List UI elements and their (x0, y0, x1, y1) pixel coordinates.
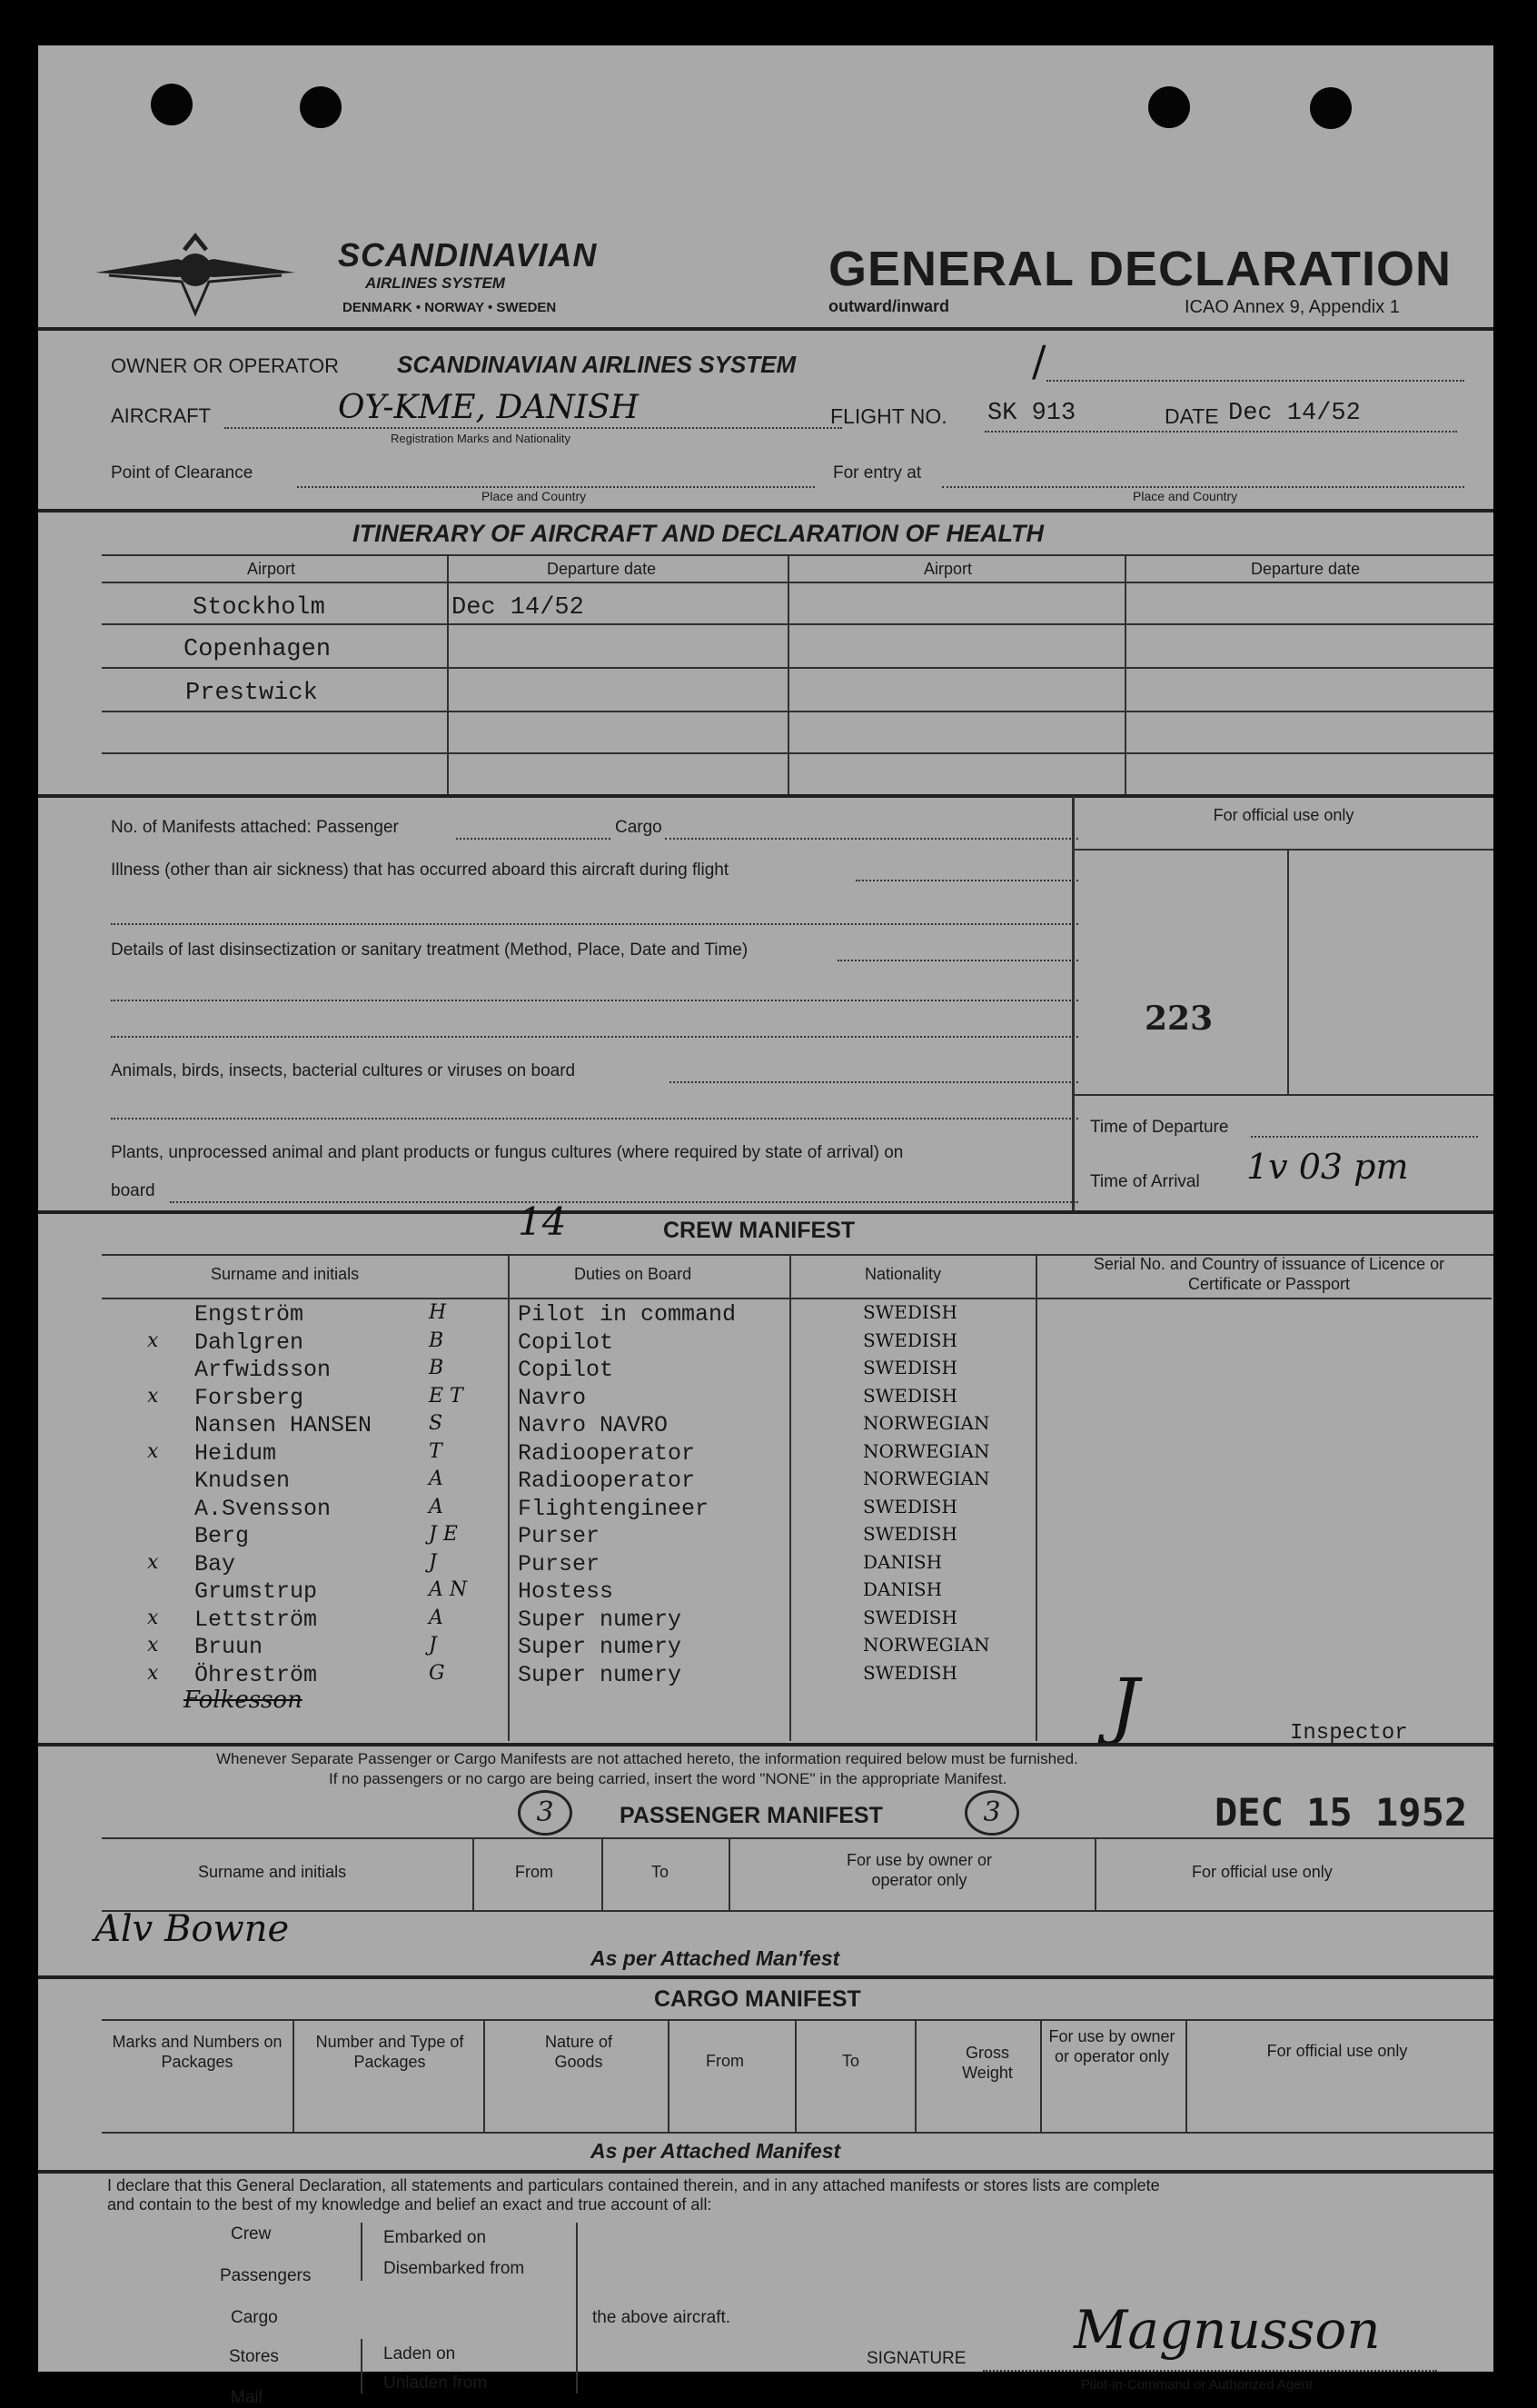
cargo-col-divider (795, 2019, 797, 2132)
cargo-col-divider (1040, 2019, 1042, 2132)
divider (38, 1210, 1493, 1214)
inspector-signature: J (1110, 1663, 1140, 1747)
crew-initials: J (429, 1634, 437, 1657)
flight-label: FLIGHT NO. (830, 404, 947, 428)
crew-rule (102, 1298, 1492, 1299)
crew-nationality: DANISH (863, 1578, 943, 1600)
crew-mark: x (147, 1329, 159, 1352)
passenger-rule (102, 1837, 1493, 1839)
departure-time-line (1251, 1136, 1478, 1138)
crew-initials: S (429, 1412, 443, 1435)
declaration-form (38, 45, 1493, 2407)
passenger-header-name: Surname and initials (198, 1863, 347, 1881)
crew-duty: Navro NAVRO (518, 1412, 669, 1438)
disembarked-label: Disembarked from (383, 2259, 525, 2278)
crew-name: Bay (194, 1551, 236, 1577)
disinsect-line (838, 960, 1078, 961)
punch-hole (1148, 86, 1190, 128)
cargo-header-nature: Nature of Goods (544, 2033, 613, 2071)
passenger-col-divider (601, 1837, 603, 1910)
itinerary-col-divider (788, 554, 789, 794)
crew-duty: Flightengineer (518, 1496, 709, 1522)
crew-name: Bruun (194, 1634, 263, 1660)
cargo-header-official: For official use only (1266, 2042, 1408, 2060)
aircraft-caption: Registration Marks and Nationality (391, 432, 570, 445)
crew-nationality: NORWEGIAN (863, 1412, 990, 1434)
inspector-label: Inspector (1290, 1721, 1408, 1746)
crew-row (38, 1496, 1492, 1524)
animals-label: Animals, birds, insects, bacterial cultures or viruses on board (111, 1061, 576, 1080)
cargo-rule (102, 2019, 1493, 2021)
crew-name: Berg (194, 1523, 250, 1549)
declaration-brace (361, 2223, 362, 2281)
cargo-header-marks: Marks and Numbers on Packages (112, 2033, 283, 2071)
itinerary-date-1: Dec 14/52 (451, 594, 584, 622)
crew-count-annotation: 14 (518, 1199, 567, 1244)
entry-label: For entry at (833, 463, 922, 483)
declaration-brace (361, 2339, 362, 2393)
plants-label-2: board (111, 1181, 155, 1200)
cargo-note: As per Attached Manifest (590, 2139, 841, 2163)
crew-nationality: DANISH (863, 1551, 943, 1573)
itinerary-col-divider (1125, 554, 1126, 794)
crew-duty: Navro (518, 1385, 587, 1411)
passenger-col-divider (729, 1837, 730, 1910)
crew-nationality: SWEDISH (863, 1357, 957, 1378)
crew-row (38, 1523, 1492, 1551)
cargo-col-divider (915, 2019, 917, 2132)
crew-duty: Purser (518, 1551, 600, 1577)
embarked-label: Embarked on (383, 2228, 487, 2247)
crew-initials: G (429, 1662, 445, 1685)
disinsect-label: Details of last disinsectization or sanitary treatment (Method, Place, Date and Time) (111, 940, 749, 960)
crew-duty: Super numery (518, 1662, 682, 1688)
cargo-header-from: From (706, 2052, 744, 2070)
tick-mark: / (1032, 336, 1046, 385)
crew-row (38, 1634, 1492, 1662)
declaration-brace (576, 2223, 578, 2393)
pilot-signature: Magnusson (1074, 2299, 1381, 2361)
crew-name: Knudsen (194, 1468, 291, 1494)
flight-value: SK 913 (987, 400, 1076, 427)
crew-initials: H (429, 1301, 447, 1324)
crew-row (38, 1412, 1492, 1440)
date-label: DATE (1165, 404, 1219, 428)
crew-name: Forsberg (194, 1385, 304, 1411)
passenger-header-from: From (515, 1863, 553, 1881)
signature-label: SIGNATURE (867, 2349, 967, 2368)
cargo-rule (102, 2132, 1493, 2134)
itinerary-airport-3: Prestwick (185, 680, 318, 707)
aircraft-value: OY-KME, DANISH (338, 389, 640, 426)
owner-value: SCANDINAVIAN AIRLINES SYSTEM (397, 351, 797, 378)
crew-name: Heidum (194, 1440, 277, 1467)
form-title: GENERAL DECLARATION (828, 242, 1453, 296)
logo-name: SCANDINAVIAN (338, 236, 598, 274)
crew-duty: Radiooperator (518, 1468, 696, 1494)
itinerary-rule (102, 623, 1493, 625)
punch-hole (151, 84, 193, 125)
crew-mark: x (147, 1385, 159, 1408)
passenger-note: As per Attached Man'fest (590, 1946, 840, 1970)
illness-line (856, 880, 1078, 881)
crew-nationality: NORWEGIAN (863, 1440, 990, 1462)
passenger-count-right: 3 (965, 1790, 1019, 1836)
departure-time-label: Time of Departure (1090, 1118, 1229, 1137)
crew-initials: B (429, 1329, 444, 1352)
passenger-rule (102, 1910, 1493, 1912)
crew-row (38, 1385, 1492, 1413)
passenger-col-divider (1095, 1837, 1096, 1910)
divider (38, 327, 1493, 331)
crew-name: Öhreström (194, 1662, 318, 1688)
crew-header-nationality: Nationality (865, 1265, 942, 1283)
crew-header-duty: Duties on Board (574, 1265, 692, 1283)
aircraft-line (224, 427, 842, 429)
disinsect-line-2 (111, 1000, 1078, 1001)
crew-duty: Purser (518, 1523, 600, 1549)
illness-label: Illness (other than air sickness) that has occurred aboard this aircraft during flight (111, 861, 729, 880)
divider (38, 1975, 1493, 1979)
itinerary-header-airport-2: Airport (924, 560, 973, 578)
crew-mark: x (147, 1662, 159, 1685)
divider (38, 509, 1493, 512)
cargo-header-operator: For use by owner or operator only (1048, 2027, 1175, 2065)
owner-label: OWNER OR OPERATOR (111, 354, 339, 377)
crew-nationality: NORWEGIAN (863, 1634, 990, 1656)
declaration-item-stores: Stores (229, 2347, 279, 2366)
crew-initials: A (429, 1496, 443, 1518)
official-col-divider (1287, 849, 1289, 1094)
cargo-col-divider (293, 2019, 294, 2132)
crew-name: Nansen HANSEN (194, 1412, 372, 1438)
passenger-count-left: 3 (518, 1790, 572, 1836)
unladen-label: Unladen from (383, 2373, 488, 2393)
crew-initials: J (429, 1551, 437, 1574)
crew-mark: x (147, 1634, 159, 1657)
crew-nationality: NORWEGIAN (863, 1468, 990, 1489)
divider (38, 794, 1493, 798)
divider (38, 2170, 1493, 2174)
crew-row (38, 1607, 1492, 1635)
itinerary-rule (102, 554, 1493, 556)
arrival-time-label: Time of Arrival (1090, 1172, 1200, 1191)
cargo-count-label: Cargo (615, 818, 662, 837)
manifests-label: No. of Manifests attached: Passenger (111, 818, 399, 837)
crew-row (38, 1551, 1492, 1579)
official-number: 223 (1145, 1000, 1214, 1038)
animals-line (669, 1081, 1078, 1083)
cargo-title: CARGO MANIFEST (654, 1986, 861, 2012)
crew-name: Arfwidsson (194, 1357, 332, 1383)
crew-nationality: SWEDISH (863, 1496, 957, 1517)
crew-initials: A (429, 1468, 443, 1490)
clearance-caption: Place and Country (481, 489, 587, 503)
aircraft-label: AIRCRAFT (111, 404, 211, 427)
plants-label: Plants, unprocessed animal and plant products or fungus cultures (where required by state of arrival) on (111, 1143, 904, 1162)
notice-line-2: If no passengers or no cargo are being carried, insert the word "NONE" in the appropriate Manifest. (329, 1770, 1007, 1787)
itinerary-rule (102, 667, 1493, 669)
itinerary-header-airport: Airport (247, 560, 296, 578)
date-value: Dec 14/52 (1228, 400, 1361, 427)
declaration-item-crew: Crew (231, 2224, 272, 2244)
cargo-col-divider (483, 2019, 485, 2132)
crew-row (38, 1440, 1492, 1468)
crew-nationality: SWEDISH (863, 1662, 957, 1684)
crew-name: Grumstrup (194, 1578, 318, 1605)
cargo-col-divider (1185, 2019, 1187, 2132)
crew-nationality: SWEDISH (863, 1329, 957, 1351)
crew-duty: Copilot (518, 1357, 614, 1383)
declaration-item-mail: Mail (231, 2388, 263, 2407)
entry-line (942, 486, 1464, 488)
cargo-header-packages: Number and Type of Packages (315, 2033, 464, 2071)
crew-duty: Super numery (518, 1634, 682, 1660)
divider (38, 1743, 1493, 1746)
crew-name: Engström (194, 1301, 304, 1328)
clearance-line (297, 486, 815, 488)
crew-initials: A N (429, 1578, 468, 1601)
crew-duty: Pilot in command (518, 1301, 737, 1328)
passenger-title: PASSENGER MANIFEST (620, 1803, 883, 1828)
arrival-time-value: 1v 03 pm (1246, 1147, 1409, 1187)
declaration-text-1: I declare that this General Declaration, all statements and particulars contained therein, and in any attached manifests or stores lists are complete (107, 2176, 1160, 2194)
crew-mark: x (147, 1440, 159, 1463)
passenger-col-divider (472, 1837, 474, 1910)
crew-nationality: SWEDISH (863, 1607, 957, 1628)
declaration-item-passengers: Passengers (220, 2266, 312, 2285)
crew-initials: A (429, 1607, 443, 1629)
crew-name: Dahlgren (194, 1329, 304, 1356)
entry-caption: Place and Country (1133, 489, 1238, 503)
itinerary-rule (102, 752, 1493, 754)
clearance-label: Point of Clearance (111, 463, 253, 483)
itinerary-col-divider (447, 554, 449, 794)
crew-initials: T (429, 1440, 442, 1463)
illness-line-2 (111, 923, 1078, 925)
signature-caption: Pilot-in-Command or Authorized Agent (1081, 2377, 1314, 2393)
cargo-col-divider (668, 2019, 669, 2132)
animals-line-2 (111, 1118, 1078, 1119)
airline-logo-icon (91, 232, 300, 318)
plants-line (170, 1201, 1078, 1203)
crew-header-serial: Serial No. and Country of issuance of Licence or Certificate or Passport (1093, 1255, 1445, 1293)
declaration-text-2: and contain to the best of my knowledge and belief an exact and true account of all: (107, 2195, 712, 2214)
crew-title: CREW MANIFEST (663, 1218, 856, 1243)
crew-name: A.Svensson (194, 1496, 332, 1522)
crew-initials: B (429, 1357, 444, 1379)
crew-duty: Hostess (518, 1578, 614, 1605)
crew-struck-row: Folkesson (183, 1687, 302, 1714)
itinerary-title: ITINERARY OF AIRCRAFT AND DECLARATION OF HEALTH (352, 520, 1044, 547)
owner-line (1046, 380, 1464, 382)
icao-annex: ICAO Annex 9, Appendix 1 (1185, 297, 1400, 317)
crew-initials: E T (429, 1385, 463, 1408)
crew-row (38, 1329, 1492, 1358)
cargo-header-weight: Gross Weight (962, 2044, 1013, 2082)
signature-line (983, 2370, 1437, 2372)
itinerary-header-date: Departure date (547, 560, 657, 578)
form-subtitle: outward/inward (828, 297, 950, 315)
declaration-item-cargo: Cargo (231, 2308, 278, 2327)
notice-line-1: Whenever Separate Passenger or Cargo Manifests are not attached hereto, the information required below must be furnished. (216, 1750, 1078, 1767)
crew-duty: Super numery (518, 1607, 682, 1633)
crew-mark: x (147, 1551, 159, 1574)
passenger-header-operator: For use by owner or operator only (846, 1851, 993, 1889)
crew-row (38, 1578, 1492, 1607)
crew-header-name: Surname and initials (211, 1265, 360, 1283)
official-box-border (1072, 796, 1075, 1210)
above-aircraft-label: the above aircraft. (592, 2308, 731, 2327)
cargo-header-to: To (842, 2052, 860, 2070)
official-rule (1074, 849, 1493, 851)
crew-duty: Radiooperator (518, 1440, 696, 1467)
disinsect-line-3 (111, 1036, 1078, 1038)
crew-name: Lettström (194, 1607, 318, 1633)
crew-nationality: SWEDISH (863, 1385, 957, 1407)
passenger-header-to: To (651, 1863, 669, 1881)
flight-line (985, 431, 1457, 433)
itinerary-header-date-2: Departure date (1251, 560, 1361, 578)
crew-row (38, 1357, 1492, 1385)
itinerary-airport-1: Stockholm (193, 594, 325, 622)
crew-duty: Copilot (518, 1329, 614, 1356)
crew-initials: J E (429, 1523, 458, 1546)
official-rule (1074, 1094, 1493, 1096)
crew-nationality: SWEDISH (863, 1301, 957, 1323)
logo-sub: AIRLINES SYSTEM (365, 274, 505, 292)
crew-nationality: SWEDISH (863, 1523, 957, 1545)
itinerary-rule (102, 711, 1493, 712)
itinerary-rule (102, 582, 1493, 583)
punch-hole (300, 86, 342, 128)
official-header: For official use only (1213, 806, 1354, 824)
passenger-signature: Alv Bowne (94, 1908, 290, 1950)
laden-label: Laden on (383, 2344, 456, 2363)
date-stamp: DEC 15 1952 (1215, 1790, 1468, 1835)
manifests-line (456, 838, 610, 840)
itinerary-airport-2: Copenhagen (183, 636, 332, 663)
crew-row (38, 1468, 1492, 1496)
logo-countries: DENMARK • NORWAY • SWEDEN (342, 300, 557, 315)
passenger-header-official: For official use only (1192, 1863, 1333, 1881)
punch-hole (1310, 87, 1352, 129)
crew-mark: x (147, 1607, 159, 1629)
cargo-count-line (665, 838, 1078, 840)
crew-row (38, 1301, 1492, 1329)
